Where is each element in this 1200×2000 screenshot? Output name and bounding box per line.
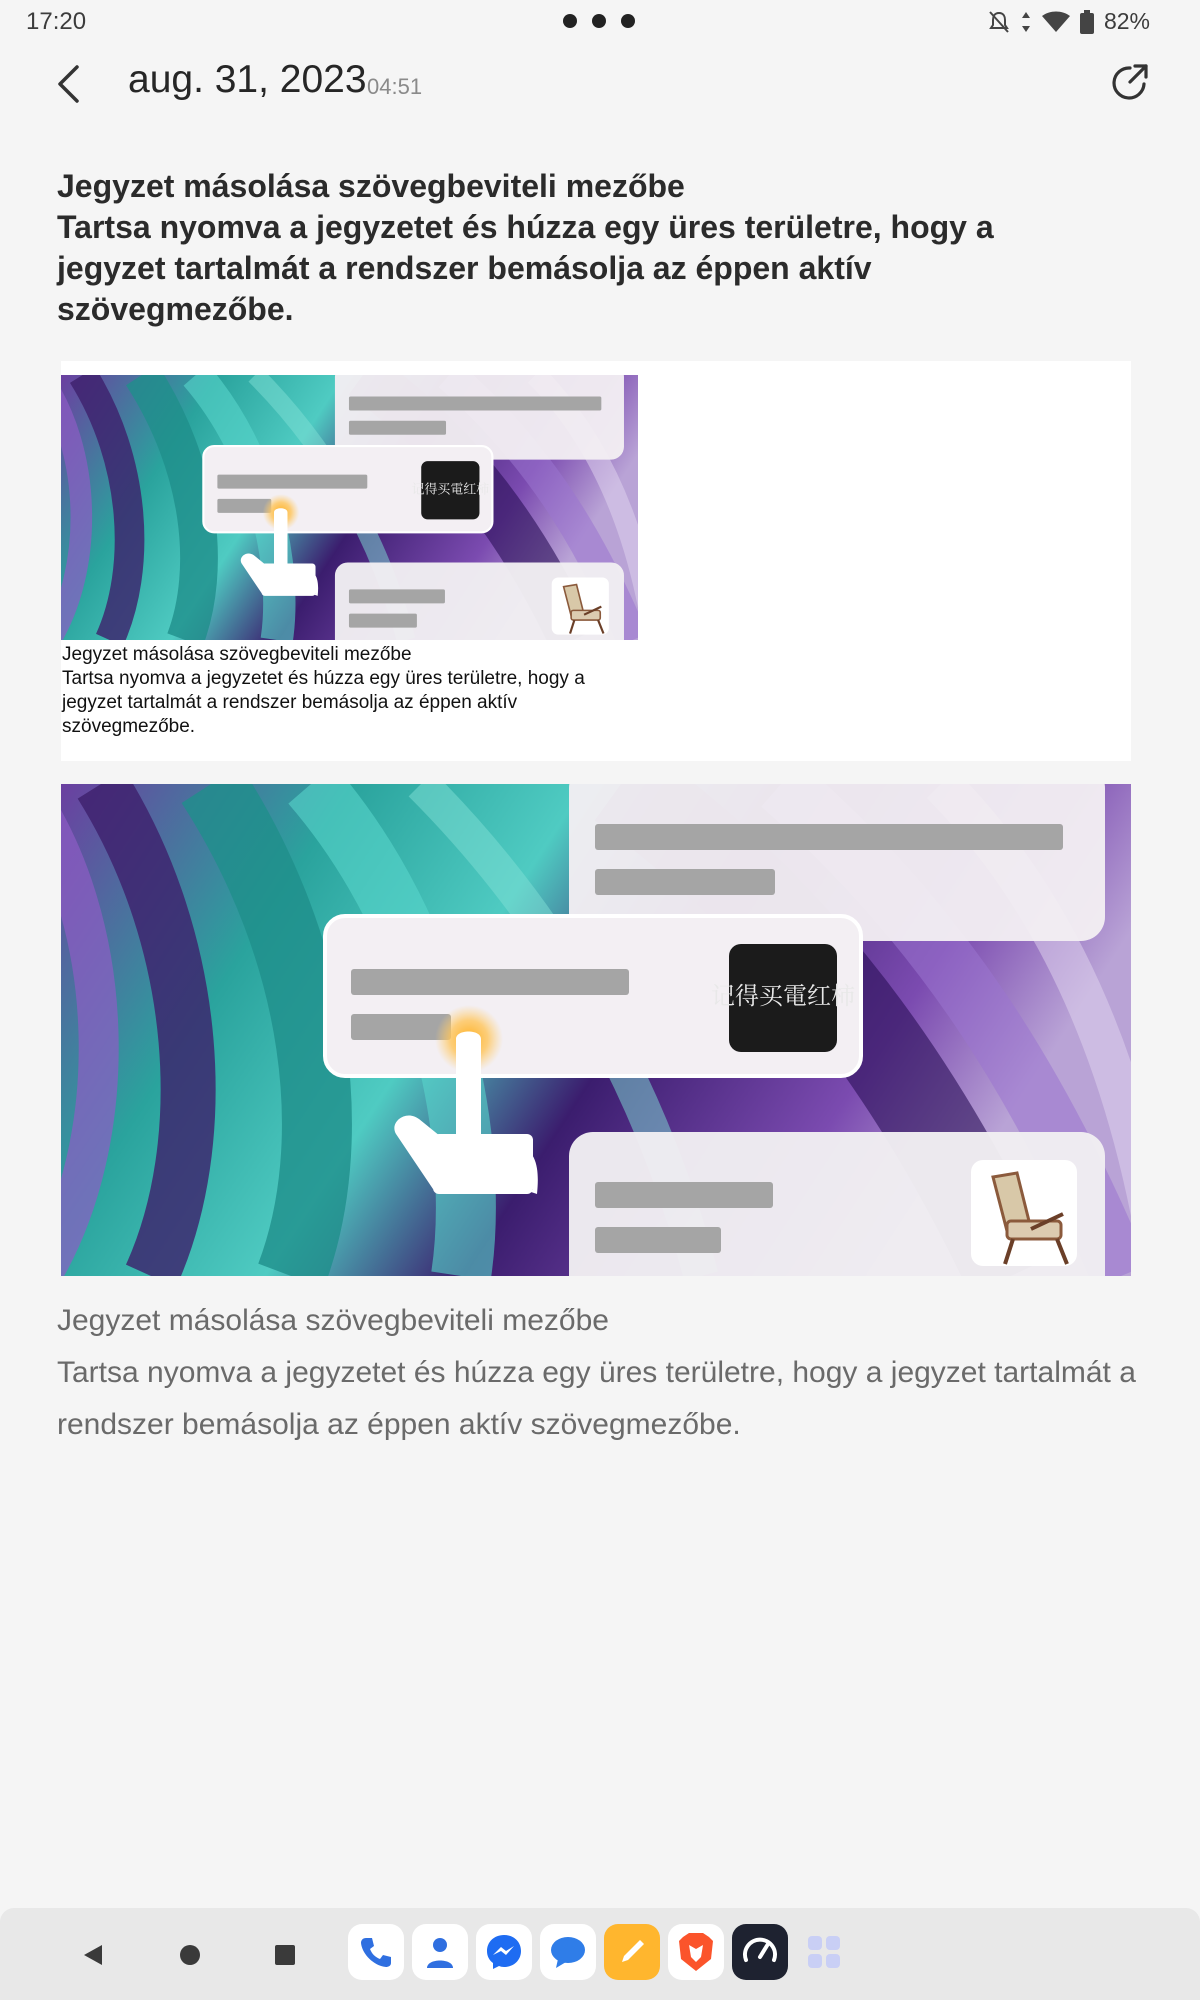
note-image[interactable] xyxy=(61,784,1131,1276)
image-caption-line2: Tartsa nyomva a jegyzetet és húzza egy üres területre, hogy a jegyzet tartalmát a rendszer bemásolja az éppen aktív szövegmezőbe. xyxy=(57,1356,1136,1441)
open-external-icon xyxy=(1110,62,1150,102)
speedometer-app-icon xyxy=(740,1932,780,1972)
image-caption-line1: Jegyzet másolása szövegbeviteli mezőbe xyxy=(57,1304,609,1337)
note-date: aug. 31, 2023 xyxy=(128,58,367,101)
image-caption xyxy=(57,1295,1137,1451)
contacts-app[interactable] xyxy=(412,1924,468,1980)
app-drawer-icon xyxy=(806,1934,842,1970)
open-external-button[interactable] xyxy=(1102,54,1158,110)
messenger-app[interactable] xyxy=(476,1924,532,1980)
wifi-icon xyxy=(1042,11,1070,33)
note-title-line1: Jegyzet másolása szövegbeviteli mezőbe xyxy=(57,168,685,204)
contacts-app-icon xyxy=(422,1934,458,1970)
notes-app[interactable] xyxy=(604,1924,660,1980)
notes-app-icon xyxy=(614,1934,650,1970)
notifications-muted-icon xyxy=(988,10,1010,34)
nav-recents-button[interactable] xyxy=(260,1930,310,1980)
battery-percent: 82% xyxy=(1103,8,1150,34)
note-title xyxy=(57,166,1057,330)
messages-app-icon xyxy=(548,1932,588,1972)
messages-app[interactable] xyxy=(540,1924,596,1980)
clip-caption-line1: Jegyzet másolása szövegbeviteli mezőbe xyxy=(62,644,412,665)
clip-caption-line2: Tartsa nyomva a jegyzetet és húzza egy üres területre, hogy a jegyzet tartalmát a rendszer bemásolja az éppen aktív szövegmezőbe. xyxy=(62,668,585,737)
brave-browser-app-icon xyxy=(677,1931,715,1973)
speedtest-app[interactable] xyxy=(732,1924,788,1980)
home-icon xyxy=(179,1944,201,1966)
overflow-dots-icon[interactable] xyxy=(563,14,635,28)
data-arrows-icon xyxy=(1020,10,1032,34)
note-title-line2: Tartsa nyomva a jegyzetet és húzza egy üres területre, hogy a jegyzet tartalmát a rendszer bemásolja az éppen aktív szövegmezőbe. xyxy=(57,209,994,327)
taskbar xyxy=(0,1908,1200,2000)
clipped-content-card[interactable] xyxy=(61,361,1131,761)
back-arrow-icon xyxy=(55,64,81,104)
status-bar xyxy=(0,0,1200,44)
clip-thumbnail-image xyxy=(61,375,638,640)
nav-back-button[interactable] xyxy=(68,1930,118,1980)
phone-app-icon xyxy=(358,1934,394,1970)
app-header xyxy=(0,44,1200,154)
status-time: 17:20 xyxy=(26,8,87,35)
messenger-app-icon xyxy=(484,1932,524,1972)
back-button[interactable] xyxy=(44,54,92,114)
battery-icon xyxy=(1080,10,1094,34)
phone-app[interactable] xyxy=(348,1924,404,1980)
back-icon xyxy=(82,1943,104,1967)
nav-home-button[interactable] xyxy=(165,1930,215,1980)
note-time: 04:51 xyxy=(367,74,423,99)
recents-icon xyxy=(274,1944,296,1966)
brave-browser-app[interactable] xyxy=(668,1924,724,1980)
clip-caption xyxy=(62,643,622,739)
status-icons xyxy=(988,8,1150,35)
app-drawer[interactable] xyxy=(796,1924,852,1980)
